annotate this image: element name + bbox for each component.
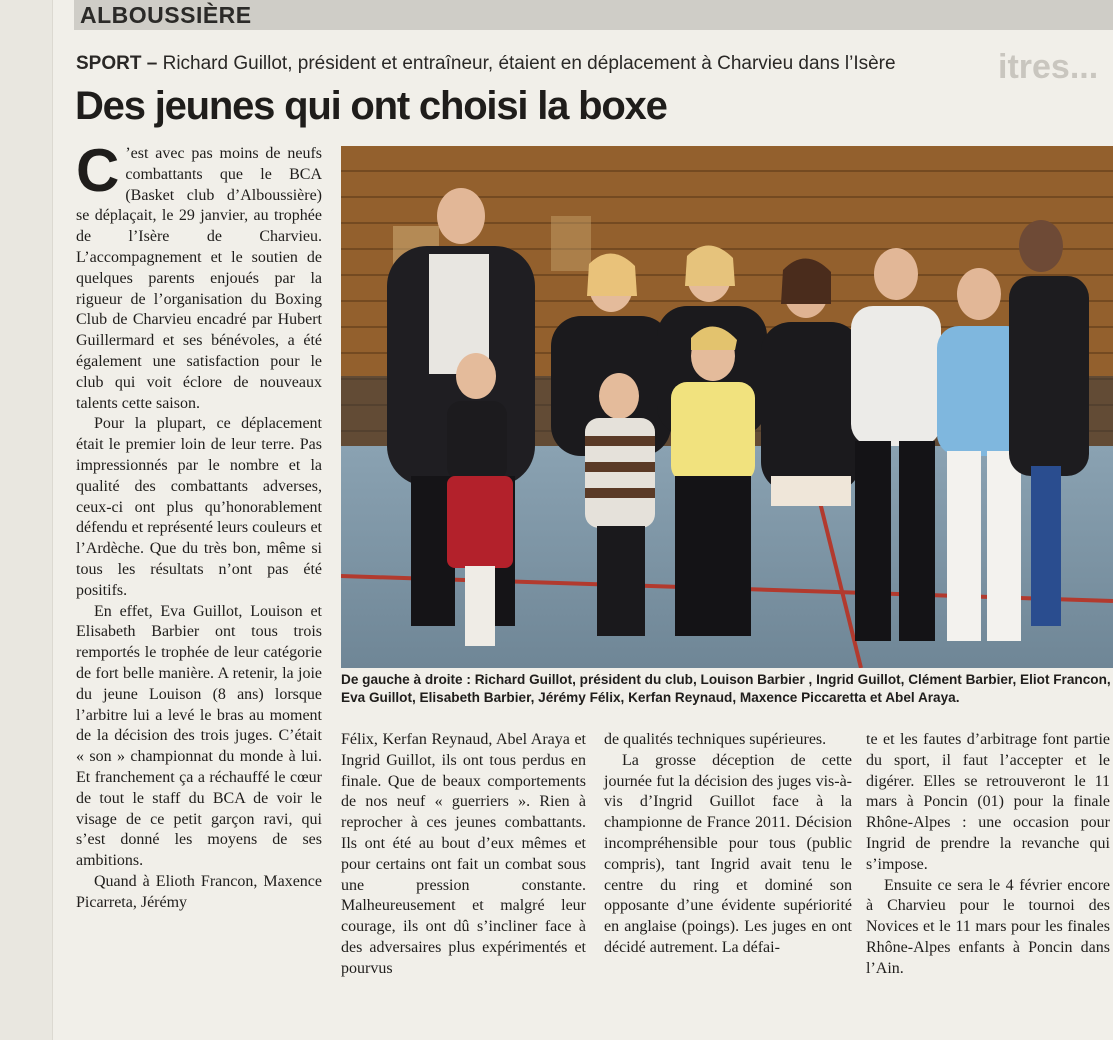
photo-illustration (341, 146, 1113, 668)
article-column-4 (866, 730, 1110, 980)
paragraph: Félix, Kerfan Reynaud, Abel Araya et Ingrid Guillot, ils ont tous perdus en finale. Que de beaux comportements de nos neuf « guerriers ». Rien à reprocher à ces jeunes combattants. Ils ont été au bout d’eux mêmes et pour certains ont fait un combat sous une pression constante. Malheureusement et malgré leur courage, ils ont dû s’incliner face à des adversaires plus expérimentés et pourvus (341, 731, 586, 977)
paragraph: Ensuite ce sera le 4 février encore à Charvieu pour le tournoi des Novices et le 11 mars pour les finales Rhône-Alpes enfants à Poncin dans l’Ain. (866, 876, 1110, 977)
section-rubric: ALBOUSSIÈRE (80, 2, 252, 28)
article-column-3 (604, 730, 852, 959)
team-photo (341, 146, 1113, 668)
kicker-text: Richard Guillot, président et entraîneur, étaient en déplacement à Charvieu dans l’Isère (162, 53, 896, 74)
paragraph: La grosse déception de cette journée fut la décision des juges vis-à-vis d’Ingrid Guillot face à la championne de France 2011. Décision incompréhensible pour tous (public compris), tant Ingrid avait tenu le centre du ring et dominé son opposante d’une évidente supériorité en anglaise (poings). Les juges en ont décidé autrement. La défai- (604, 751, 852, 956)
paragraph: Pour la plupart, ce déplacement était le premier loin de leur terre. Pas impressionnés par le nombre et la qualité des combattants adverses, ceux-ci ont plus qu’honorablement défendu et représenté leurs couleurs et l’Ardèche. Que du très bon, même si tous les résultats n’ont pas été positifs. (76, 415, 322, 599)
article-kicker (76, 53, 896, 75)
bleed-through-text: itres... (998, 48, 1099, 86)
article-headline: Des jeunes qui ont choisi la boxe (75, 84, 667, 128)
paragraph: En effet, Eva Guillot, Louison et Elisabeth Barbier ont tous trois remportés le trophée de leur catégorie de fort belle manière. A retenir, la joie du jeune Louison (8 ans) lorsque l’arbitre lui a levé le bras au moment de la décision des trois juges. C’était « son » championnat du monde à lui. Et franchement ça a réchauffé le cœur de tout le staff du BCA de voir le visage de ce petit garçon ravi, qui s’est donné les moyens de ses ambitions. (76, 602, 322, 870)
paragraph: Quand à Elioth Francon, Maxence Picarreta, Jérémy (76, 872, 322, 911)
kicker-label: SPORT – (76, 53, 158, 74)
photo-caption: De gauche à droite : Richard Guillot, président du club, Louison Barbier , Ingrid Guillot, Clément Barbier, Eliot Francon, Eva Guillot, Elisabeth Barbier, Jérémy Félix, Kerfan Reynaud, Maxence Piccaretta et Abel Araya. (341, 672, 1111, 705)
paragraph (76, 137, 322, 414)
paragraph-text: ’est avec pas moins de neufs combattants que le BCA (Basket club d’Alboussière) se déplaçait, le 29 janvier, au trophée de l’Isère de Charvieu. L’accompagnement et le soutien de quelques parents enjoués par la rigueur de l’organisation du Boxing Club de Charvieu encadré par Hubert Guillermard et ses bénévoles, a été également une satisfaction pour le club qui voit éclore de nouveaux talents cette saison. (76, 145, 322, 412)
page-margin (0, 0, 53, 1040)
paragraph: te et les fautes d’arbitrage font partie du sport, il faut l’accepter et le digérer. Elles se retrouveront le 11 mars à Poncin (01) pour la finale Rhône-Alpes : une occasion pour Ingrid de prendre la revanche qui s’impose. (866, 731, 1110, 873)
article-column-1 (76, 137, 322, 913)
drop-cap: C (76, 137, 120, 204)
paragraph: de qualités techniques supérieures. (604, 731, 827, 748)
article-column-2 (341, 730, 586, 980)
